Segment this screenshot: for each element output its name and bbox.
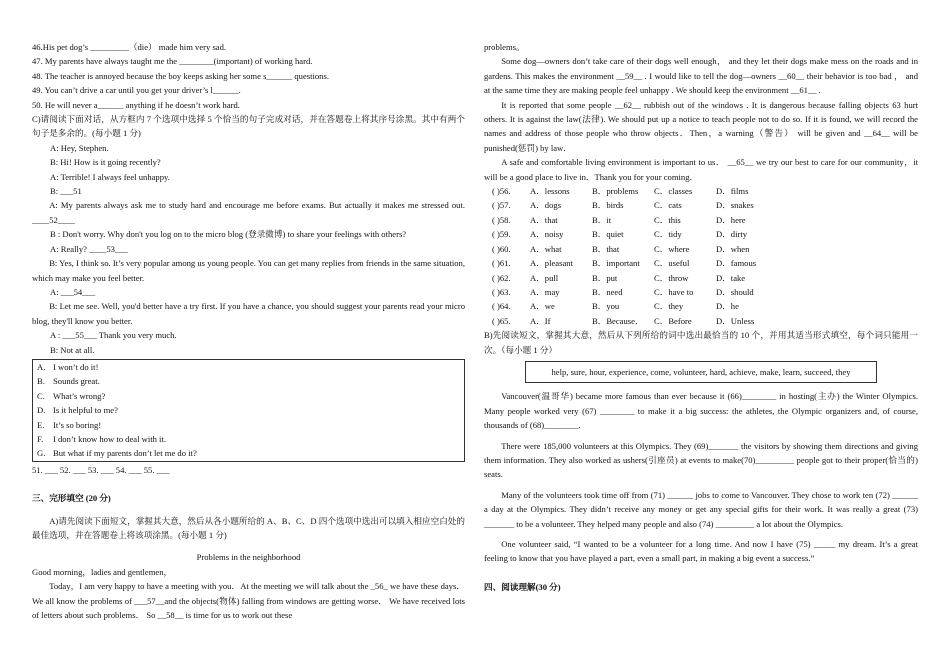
dialog-line: A: My parents always ask me to study hard and encourage me before exams. But actually it makes me stressed out. ____52____ xyxy=(32,200,465,225)
passage-greeting: Good morning，ladies and gentlemen， xyxy=(32,566,173,577)
mcq-item: ( )59. A．noisy B．quiet C．tidy D．dirty xyxy=(492,229,748,240)
passage-continued: problems。 xyxy=(484,42,525,52)
mcq-item: ( )63. A．may B．need C．have to D．should xyxy=(492,286,754,297)
option-item: B. Sounds great. xyxy=(37,376,100,387)
section-3-title: 三、完形填空 (20 分) xyxy=(32,493,111,504)
dialog-line: A: Really? ____53___ xyxy=(50,243,128,254)
right-column xyxy=(484,40,918,602)
passage-paragraph: Some dog—owners don’t take care of their dogs well enough， and they let their dogs make mess on the roads and in gardens. This makes the environment __59__ . I would like to tell the dog—owners __60__ their behavior is too bad ， and at the same time they are making people feel unhappy . We should keep the environment __61__ . xyxy=(484,56,918,96)
passage-title: Problems in the neighborhood xyxy=(196,552,301,563)
mcq-item: ( )64. A．we B．you C．they D．he xyxy=(492,301,739,312)
part-b-instruction: B)先阅读短文，掌握其大意，然后从下列所给的词中选出最恰当的 10 个，并用其适当形式填空，每个词只能用一次。（每小题 1 分） xyxy=(484,330,918,355)
question-47: 47. My parents have always taught me the ________(important) of working hard. xyxy=(32,56,313,67)
section-4-title: 四、阅读理解(30 分) xyxy=(484,581,561,592)
dialog-instruction: C)请阅读下面对话，从方框内 7 个选项中选择 5 个恰当的句子完成对话，并在答题卷上将其序号涂黑。其中有两个句子是多余的。(每小题 1 分) xyxy=(32,114,465,139)
option-item: D. Is it helpful to me? xyxy=(37,405,118,416)
passage-paragraph: It is reported that some people __62__ rubbish out of the windows . It is dangerous because falling objects 63 hurt others. It is against the law(法律). We should put up a notice to teach people not to do so. If it is found, we will record the names and address of those people who throw objects．Then，a warning（警告） will be given and __64__ will be punished(惩罚) by law． xyxy=(484,99,918,153)
passage-paragraph: A safe and comfortable living environment is important to us． __65__ we try our best to care for our community，it will be a good place to live in．Thank you for your coming． xyxy=(484,157,918,182)
mcq-item: ( )60. A．what B．that C．where D．when xyxy=(492,243,750,254)
dialog-line: B: ___51 xyxy=(50,186,82,197)
dialog-line: B: Not at all. xyxy=(50,344,95,355)
mcq-item: ( )58. A．that B．it C．this D．here xyxy=(492,214,746,225)
passage-b-paragraph: One volunteer said, “I wanted to be a volunteer for a long time. And now I have (75) _____ my dream. It’s a great feeling to know that you have played a part, even a small part, in making a big event a success.” xyxy=(484,539,918,564)
mcq-item: ( )56. A．lessons B．problems C．classes D．films xyxy=(492,186,749,197)
options-box xyxy=(32,359,465,462)
dialog-line: A: Terrible! I always feel unhappy. xyxy=(50,171,170,182)
dialog-line: B: Let me see. Well, you'd better have a try first. If you have a chance, you should suggest your parents read your micro blog, they'll know you better. xyxy=(32,301,465,326)
mcq-item: ( )61. A．pleasant B．important C．useful D．famous xyxy=(492,258,757,269)
dialog-line: A: ___54___ xyxy=(50,286,96,297)
left-column xyxy=(32,40,465,622)
question-49: 49. You can’t drive a car until you get your driver’s l______. xyxy=(32,85,241,96)
option-item: E. It’s so boring! xyxy=(37,419,102,430)
cloze-instruction: A)请先阅读下面短文，掌握其大意，然后从各小题所给的 A、B、C、D 四个选项中选出可以填入相应空白处的最佳选项，并在答题卷上将该项涂黑。(每小题 1 分) xyxy=(32,515,465,540)
option-item: C. What’s wrong? xyxy=(37,390,106,401)
passage-paragraph: Today，I am very happy to have a meeting with you．At the meeting we will talk about the _56_ we have these days． We all know the problems of ___57__and the objects(物体) falling from windows are getting worse． We have received lots of letters about such problems． So __58__ is time for us to work out these xyxy=(32,581,465,621)
question-48: 48. The teacher is annoyed because the boy keeps asking her some s______ questions. xyxy=(32,70,329,81)
dialog-line: B: Hi! How is it going recently? xyxy=(50,157,161,168)
dialog-line: B : Don't worry. Why don't you log on to the micro blog (登录微博) to share your feelings with others? xyxy=(50,229,407,240)
passage-b-paragraph: Many of the volunteers took time off from (71) ______ jobs to come to Vancouver. They chose to work ten (72) ______ a day at the Olympics. They didn’t receive any money or get any special gifts for their work. It was really a great (73) _______ to be a volunteer. They helped many people and also (74) _________ a lot about the Olympics. xyxy=(484,489,918,529)
mcq-item: ( )62. A．pull B．put C．throw D．take xyxy=(492,272,746,283)
question-50: 50. He will never a______ anything if he doesn’t work hard. xyxy=(32,99,240,110)
option-item: A. I won’t do it! xyxy=(37,361,99,372)
option-item: F. I don’t know how to deal with it. xyxy=(37,433,166,444)
mcq-item: ( )65. A．If B．Because． C．Before D．Unless xyxy=(492,315,755,326)
passage-b-paragraph: Vancouver(温哥华) became more famous than ever because it (66)________ in hosting(主办) the Winter Olympics. Many people worked very (67) ________ to make it a big success: the athletes, the Olympic organizers and, of course, thousands of (68)________. xyxy=(484,391,918,431)
passage-b-paragraph: There were 185,000 volunteers at this Olympics. They (69)_______ the visitors by showing them directions and giving them information. They also worked as ushers(引座员) at events to make(70)_________ people got to their proper(恰当的) seats. xyxy=(484,440,918,480)
word-box: help, sure, hour, experience, come, volunteer, hard, achieve, make, learn, succeed, they xyxy=(525,361,877,383)
question-46: 46.His pet dog’s _________（die） made him very sad. xyxy=(32,42,227,52)
dialog-line: A: Hey, Stephen. xyxy=(50,142,109,153)
answer-line: 51. ___ 52. ___ 53. ___ 54. ___ 55. ___ xyxy=(32,464,170,475)
mcq-item: ( )57. A．dogs B．birds C．cats D．snakes xyxy=(492,200,754,211)
option-item: G. But what if my parents don’t let me do it? xyxy=(37,448,197,459)
dialog-line: B: Yes, I think so. It’s very popular among us young people. You can get many replies from friends in the same situation, which may make you feel better. xyxy=(32,258,465,283)
mcq-list xyxy=(484,184,918,328)
dialog-line: A : ___55___ Thank you very much. xyxy=(50,330,177,341)
